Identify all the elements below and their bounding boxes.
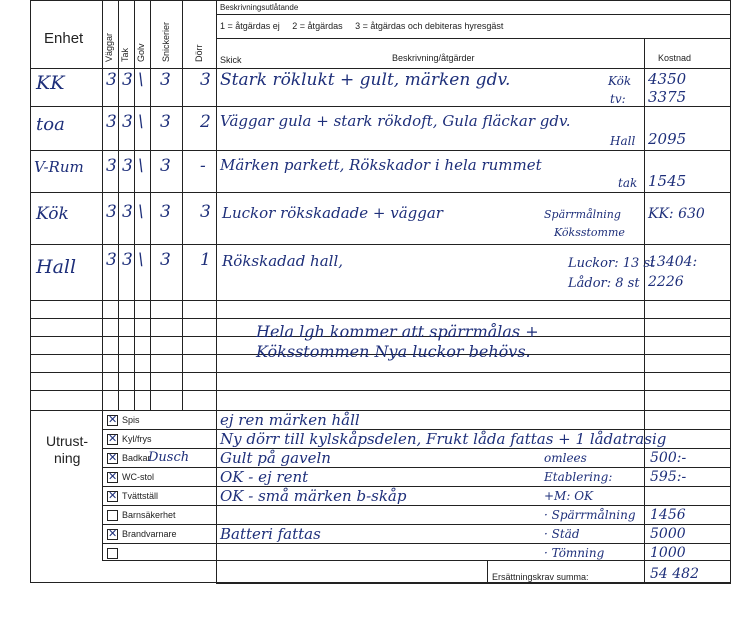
- row-description: Stark röklukt + gult, märken gdv.: [220, 70, 511, 90]
- col-line-vaggar: [118, 0, 119, 410]
- equip-cost: 5000: [650, 526, 686, 542]
- row-enhet: KK: [36, 72, 65, 94]
- row-golv-value: \: [138, 112, 144, 132]
- header-bottom-line: [30, 68, 731, 69]
- row-line: [30, 390, 731, 391]
- col-header-skick: Skick: [220, 55, 242, 65]
- equip-line: [102, 524, 731, 525]
- equip-checkbox[interactable]: [107, 510, 118, 521]
- header-mid-line: [216, 14, 731, 15]
- row-description: Rökskadad hall,: [222, 252, 344, 270]
- check-mark-icon: ✕: [108, 432, 118, 445]
- equip-label: Tvättställ: [122, 491, 159, 501]
- row-vaggar-value: 3: [106, 202, 117, 222]
- row-tak-value: 3: [122, 156, 133, 176]
- header-top-line: [30, 0, 731, 1]
- row-golv-value: \: [138, 70, 144, 90]
- row-description: Väggar gula + stark rökdoft, Gula fläckar gdv.: [220, 112, 571, 130]
- row-line: [30, 244, 731, 245]
- row-line: [30, 318, 731, 319]
- equip-label: WC-stol: [122, 472, 154, 482]
- row-line: [30, 410, 731, 411]
- equip-remark: Gult på gaveln: [220, 449, 331, 467]
- row-vaggar-value: 3: [106, 112, 117, 132]
- row-cost: 13404:: [648, 254, 698, 270]
- check-mark-icon: ✕: [108, 527, 118, 540]
- equip-extra: Dusch: [148, 450, 190, 465]
- equip-label: Badkar: [122, 453, 151, 463]
- row-note: tak: [618, 176, 638, 190]
- row-note: Hall: [610, 134, 636, 148]
- row-snickerier-value: 3: [160, 156, 171, 176]
- equip-side-note: Etablering:: [544, 470, 613, 484]
- row-description: Märken parkett, Rökskador i hela rummet: [220, 156, 542, 174]
- equip-line: [102, 448, 731, 449]
- row-golv-value: \: [138, 156, 144, 176]
- summary-label: Ersättningskrav summa:: [492, 572, 589, 582]
- row-dorr-value: 1: [200, 250, 211, 270]
- col-header-kostnad: Kostnad: [658, 53, 692, 63]
- row-dorr-value: 3: [200, 70, 211, 90]
- row-line: [30, 192, 731, 193]
- equip-checkbox[interactable]: [107, 472, 118, 483]
- row-note: Köksstomme: [554, 226, 625, 239]
- equip-remark: Ny dörr till kylskåpsdelen, Frukt låda fattas + 1 lådatrasig: [220, 430, 667, 448]
- equip-checkbox[interactable]: [107, 529, 118, 540]
- row-vaggar-value: 3: [106, 70, 117, 90]
- row-tak-value: 3: [122, 112, 133, 132]
- row-note: tv:: [610, 92, 626, 106]
- row-description: Luckor rökskadade + väggar: [222, 204, 443, 222]
- utrustning-label: Utrust-: [46, 433, 88, 449]
- row-note: Lådor: 8 st: [568, 276, 640, 291]
- row-dorr-value: 2: [200, 112, 211, 132]
- col-header-golv: Golv: [136, 43, 146, 62]
- row-enhet: V-Rum: [34, 158, 84, 176]
- equip-checkbox[interactable]: [107, 453, 118, 464]
- row-snickerier-value: 3: [160, 112, 171, 132]
- summary-line: [216, 583, 731, 584]
- row-snickerier-value: 3: [160, 202, 171, 222]
- equip-checkbox[interactable]: [107, 415, 118, 426]
- equip-side-note: · Städ: [544, 527, 580, 541]
- inspection-form: [30, 0, 732, 588]
- row-tak-value: 3: [122, 70, 133, 90]
- row-note: Spärrmålning: [544, 208, 621, 221]
- equip-side-note: +M: OK: [544, 489, 594, 503]
- equip-cost: 1456: [650, 507, 686, 523]
- equip-cost: 500:-: [650, 450, 687, 466]
- equip-remark: OK - små märken b-skåp: [220, 487, 407, 505]
- row-cost: 2226: [648, 274, 684, 290]
- col-header-dorr: Dörr: [194, 44, 204, 62]
- col-header-snickerier: Snickerier: [161, 21, 171, 62]
- row-snickerier-value: 3: [160, 70, 171, 90]
- equip-side-note: · Tömning: [544, 546, 605, 560]
- col-header-beskrivning: Beskrivning/åtgärder: [392, 53, 475, 63]
- besk-legend: 1 = åtgärdas ej 2 = åtgärdas 3 = åtgärdas och debiteras hyresgäst: [220, 21, 504, 31]
- equip-cost: 1000: [650, 545, 686, 561]
- equip-label: Spis: [122, 415, 140, 425]
- col-line-golv: [150, 0, 151, 410]
- col-header-vaggar: Väggar: [104, 32, 114, 62]
- equip-checkbox[interactable]: [107, 548, 118, 559]
- equip-label: Kyl/frys: [122, 434, 152, 444]
- col-line-tak: [134, 0, 135, 410]
- col-line-dorr: [216, 0, 217, 583]
- equip-line: [102, 467, 731, 468]
- col-line-enhet: [102, 0, 103, 560]
- equip-label: Barnsäkerhet: [122, 510, 176, 520]
- equip-remark: OK - ej rent: [220, 468, 309, 486]
- col-header-tak: Tak: [120, 47, 130, 62]
- equip-line: [102, 543, 731, 544]
- row-cost: 1545: [648, 172, 687, 190]
- general-note-line1: Hela lgh kommer att spärrmålas +: [256, 322, 539, 341]
- equip-label: Brandvarnare: [122, 529, 177, 539]
- equip-side-note: omlees: [544, 451, 587, 465]
- row-line: [30, 300, 731, 301]
- equip-cost: 595:-: [650, 469, 687, 485]
- row-line: [30, 150, 731, 151]
- check-mark-icon: ✕: [108, 451, 118, 464]
- row-snickerier-value: 3: [160, 250, 171, 270]
- row-enhet: Kök: [36, 204, 69, 224]
- row-cost: 2095: [648, 130, 687, 148]
- row-line: [30, 106, 731, 107]
- equip-side-note: · Spärrmålning: [544, 508, 636, 522]
- utrustning-label: ning: [54, 450, 81, 466]
- equip-checkbox[interactable]: [107, 491, 118, 502]
- equip-line: [102, 560, 731, 561]
- row-golv-value: \: [138, 250, 144, 270]
- equip-remark: Batteri fattas: [220, 525, 321, 543]
- row-golv-value: \: [138, 202, 144, 222]
- row-tak-value: 3: [122, 250, 133, 270]
- row-vaggar-value: 3: [106, 250, 117, 270]
- equip-line: [102, 486, 731, 487]
- row-vaggar-value: 3: [106, 156, 117, 176]
- row-line: [30, 372, 731, 373]
- summary-value: 54 482: [650, 566, 699, 582]
- row-enhet: toa: [36, 114, 65, 135]
- row-note: Luckor: 13 st: [568, 256, 656, 271]
- col-line-snickerier: [182, 0, 183, 410]
- col-line-kostnad: [644, 38, 645, 583]
- enhet-header: Enhet: [44, 30, 84, 47]
- general-note-line2: Köksstommen Nya luckor behövs.: [256, 342, 531, 361]
- row-cost: 4350: [648, 70, 687, 88]
- row-tak-value: 3: [122, 202, 133, 222]
- row-dorr-value: 3: [200, 202, 211, 222]
- check-mark-icon: ✕: [108, 489, 118, 502]
- equip-checkbox[interactable]: [107, 434, 118, 445]
- equip-line: [102, 505, 731, 506]
- row-note: Kök: [608, 74, 632, 88]
- summary-box-left: [487, 560, 488, 583]
- besk-title: Beskrivningsutlåtande: [220, 3, 299, 12]
- check-mark-icon: ✕: [108, 413, 118, 426]
- row-dorr-value: -: [200, 156, 206, 176]
- equip-remark: ej ren märken håll: [220, 411, 360, 429]
- row-enhet: Hall: [36, 256, 77, 278]
- row-cost: 3375: [648, 88, 687, 106]
- header-legend-line: [216, 38, 731, 39]
- check-mark-icon: ✕: [108, 470, 118, 483]
- row-cost: KK: 630: [648, 206, 705, 222]
